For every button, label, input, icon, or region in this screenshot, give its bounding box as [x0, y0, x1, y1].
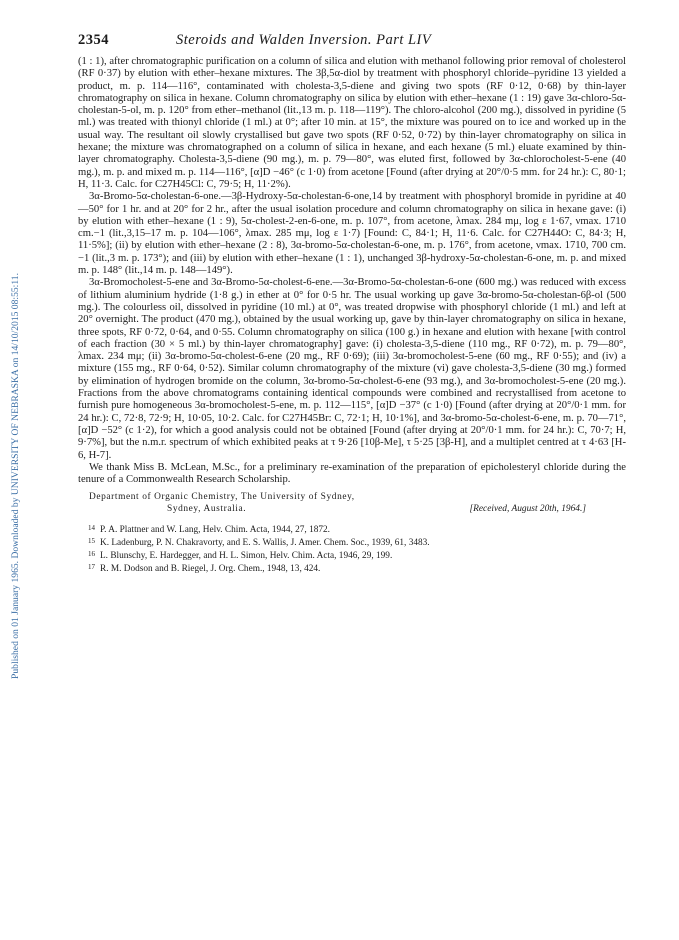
paragraph-experimental-continued: (1 : 1), after chromatographic purification on a column of silica and elution with methanol following prior removal of cholesterol (RF 0·37) by elution with ether–hexane mixtures. The 3β,5α-diol by treatment with phosphoryl chloride–pyridine 13 yielded a product, m. p. 114—116°, contaminated with cholesta-3,5-diene and giving two spots (RF 0·12, 0·68) by thin-layer chromatography on silica in hexane. Column chromatography on silica by elution with ether–hexane (1 : 19) gave 3α-chloro-5α-cholestan-5-ol, m. p. 120° from ether–methanol (lit.,13 m. p. 118—119°). The chloro-alcohol (200 mg.), dissolved in pyridine (5 ml.) was treated with thionyl chloride (1 ml.) at 0°; after 10 min. at 15°, the mixture was poured on to ice and worked up in the usual way. The resultant oil slowly crystallised but gave two spots (RF 0·52, 0·72) by thin-layer chromatography on silica in hexane; the mixture was chromatographed on a column of silica in hexane, and each hexane (5 ml.) eluate examined by thin-layer chromatography. Cholesta-3,5-diene (90 mg.), m. p. 79—80°, was eluted first, followed by 3α-chlorocholest-5-ene (40 mg.), m. p. and mixed m. p. 114—116°, [α]D −46° (c 1·0) from acetone [Found (after drying at 20°/0·5 mm. for 24 hr.): C, 80·1; H, 11·3. Calc. for C27H45Cl: C, 79·5; H, 11·2%). — [78, 56, 626, 190]
reference-item — [88, 562, 626, 575]
city-received-line — [89, 504, 626, 516]
article-body — [78, 56, 626, 486]
journal-page — [78, 32, 626, 575]
affiliation-block — [78, 492, 626, 515]
reference-text: K. Ladenburg, P. N. Chakravorty, and E. S. Wallis, J. Amer. Chem. Soc., 1939, 61, 3483. — [100, 538, 430, 549]
paragraph-bromocholestene: 3α-Bromocholest-5-ene and 3α-Bromo-5α-cholest-6-ene.—3α-Bromo-5α-cholestan-6-one (600 mg.) was reduced with excess of lithium aluminium hydride (1·8 g.) in ether at 0° for 0·5 hr. The usual working up gave 3α-bromo-5α-cholestan-6β-ol (500 mg.). The colourless oil, dissolved in pyridine (10 ml.) at 0°, was treated dropwise with phosphoryl chloride (1 ml.) and left at 20° overnight. The product (470 mg.), obtained by the usual working up, gave by thin-layer chromatography on silica in hexane, three spots, RF 0·72, 0·64, and 0·55. Column chromatography on silica (100 g.) in hexane and elution with hexane [with control of each fraction (30 × 5 ml.) by thin-layer chromatography] gave: (i) cholesta-3,5-diene (110 mg., RF 0·72), m. p. 79—80°, λmax. 234 mμ; (ii) 3α-bromo-5α-cholest-6-ene (20 mg., RF 0·69); (iii) 3α-bromocholest-5-ene (60 mg., RF 0·55); and (iv) a mixture (155 mg., RF 0·64, 0·52). Similar column chromatography of the mixture (vi) gave cholesta-3,5-diene (30 mg.) formed by elimination of hydrogen bromide on the column, 3α-bromo-5α-cholest-6-ene (93 mg.), and 3α-bromocholest-5-ene (20 mg.). Fractions from the above chromatograms containing identical compounds were combined and recrystallised from acetone to furnish pure homogeneous 3α-bromocholest-5-ene, m. p. 112—115°, [α]D −37° (c 1·0) [Found (after drying at 20°/0·1 mm. for 24 hr.): C, 72·8, 72·9; H, 10·05, 10·2. Calc. for C27H45Br: C, 72·1; H, 10·1%], and 3α-bromo-5α-cholest-6-ene, m. p. 70—71°, [α]D −52° (c 1·2), for which a good analysis could not be obtained [Found (after drying at 20°/0·1 mm. for 24 hr.): C, 70·7; H, 9·7%], but the n.m.r. spectrum of which exhibited peaks at τ 9·26 [10β-Me], τ 5·25 [3β-H], and a multiplet centred at τ 4·63 [H-6, H-7]. — [78, 277, 626, 461]
page-number: 2354 — [78, 32, 109, 48]
received-date: [Received, August 20th, 1964.] — [469, 503, 586, 514]
reference-text: P. A. Plattner and W. Lang, Helv. Chim. Acta, 1944, 27, 1872. — [100, 525, 330, 536]
paragraph-bromo-cholestanone: 3α-Bromo-5α-cholestan-6-one.—3β-Hydroxy-5α-cholestan-6-one,14 by treatment with phosphoryl bromide in pyridine at 40—50° for 1 hr. and at 20° for 2 hr., after the usual isolation procedure and column chromatography on silica in hexane gave: (i) by elution with ether–hexane (1 : 9), 5α-cholest-2-en-6-one, m. p. 107°, from acetone, λmax. 284 mμ, log ε 1·67, νmax. 1710 cm.−1 (lit.,3,15–17 m. p. 104—106°, λmax. 285 mμ, log ε 1·7) [Found: C, 84·1; H, 11·6. Calc. for C27H44O: C, 84·3; H, 11·5%]; (ii) by elution with ether–hexane (2 : 8), 3α-bromo-5α-cholestan-6-one, m. p. 176°, from acetone, νmax. 1710, 700 cm.−1 (lit.,3 m. p. 173°); and (iii) by elution with ether–hexane (1 : 1), unchanged 3β-hydroxy-5α-cholestan-6-one, m. p. and mixed m. p. 148° (lit.,14 m. p. 148—149°). — [78, 191, 626, 277]
reference-number: 14 — [88, 524, 95, 533]
running-head — [78, 32, 626, 52]
city: Sydney, Australia. — [167, 503, 247, 514]
reference-number: 16 — [88, 550, 95, 559]
reference-number: 17 — [88, 563, 95, 572]
reference-text: R. M. Dodson and B. Riegel, J. Org. Chem., 1948, 13, 424. — [100, 564, 321, 575]
reference-item — [88, 549, 626, 562]
running-title: Steroids and Walden Inversion. Part LIV — [176, 32, 432, 48]
department-line: Department of Organic Chemistry, The University of Sydney, — [89, 492, 355, 503]
acknowledgement: We thank Miss B. McLean, M.Sc., for a preliminary re-examination of the preparation of epicholesteryl chloride during the tenure of a Commonwealth Research Scholarship. — [78, 461, 626, 486]
reference-item — [88, 536, 626, 549]
reference-number: 15 — [88, 537, 95, 546]
reference-text: L. Blunschy, E. Hardegger, and H. L. Simon, Helv. Chim. Acta, 1946, 29, 199. — [100, 551, 393, 562]
references — [78, 523, 626, 575]
reference-item — [88, 523, 626, 536]
publication-stamp: Published on 01 January 1965. Downloaded by UNIVERSITY OF NEBRASKA on 14/10/2015 08:55:11. — [10, 273, 21, 679]
